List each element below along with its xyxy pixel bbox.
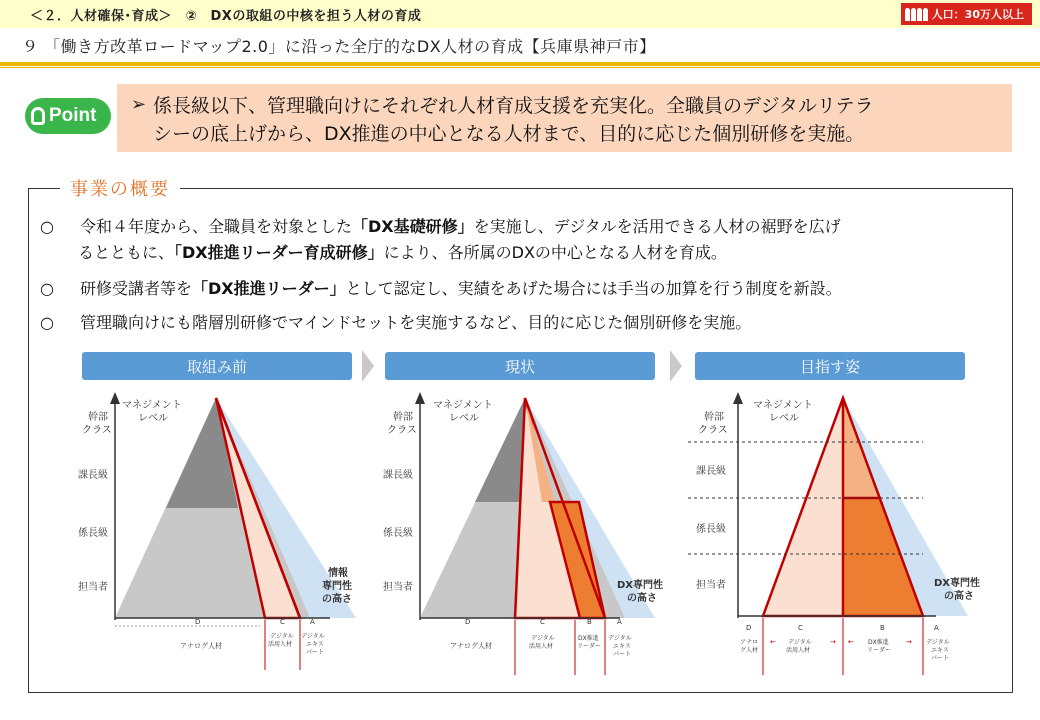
cat-analog: アナログ人材 <box>740 639 759 654</box>
page-title: ９ 「働き方改革ロードマップ2.0」に沿った全庁的なDX人材の育成【兵庫県神戸市】 <box>22 37 656 56</box>
stage-header-current: 現状 <box>385 352 655 380</box>
arrow-left-icon: ← <box>770 638 776 646</box>
point-line-1: 係長級以下、管理職向けにそれぞれ人材育成支援を充実化。全職員のデジタルリテラ <box>153 95 874 117</box>
cat-digital: デジタル活用人材 <box>268 633 294 648</box>
cat-leader: DX推進リーダー <box>577 635 602 650</box>
people-icon <box>905 8 928 21</box>
arrow-left-icon: ← <box>848 638 854 646</box>
cat-expert: デジタルエキスパート <box>608 635 632 658</box>
letter-a: A <box>310 618 315 626</box>
point-logo-text: Point <box>49 105 97 126</box>
ylabel-kacho: 課長級 <box>78 470 108 481</box>
stage-chevron-icon <box>362 350 374 382</box>
y-axis-arrow-icon <box>415 392 425 404</box>
ylabel-kacho: 課長級 <box>696 466 726 477</box>
ylabel-kanbu: 幹部クラス <box>82 412 112 436</box>
arrow-right-icon: → <box>830 638 836 646</box>
letter-b: B <box>880 624 885 632</box>
overview-heading: 事業の概要 <box>60 175 180 201</box>
lightbulb-icon <box>31 107 45 125</box>
bullet-1-text-d: るとともに、 <box>78 243 175 262</box>
population-badge <box>901 3 1032 25</box>
y-axis-arrow-icon <box>733 392 743 404</box>
ylabel-tanto: 担当者 <box>383 582 413 593</box>
letter-d: D <box>465 618 471 626</box>
bullet-1-text-a: 令和４年度から、全職員を対象とした <box>80 217 353 236</box>
cat-analog: アナログ人材 <box>450 642 492 650</box>
point-summary-box <box>117 84 1012 152</box>
letter-b: B <box>587 618 592 626</box>
title-divider-thin <box>0 67 1040 68</box>
bullet-mark: ○ <box>40 313 54 332</box>
bullet-2-text-a: 研修受講者等を <box>80 279 193 298</box>
pyramid-top-dark <box>475 398 525 502</box>
bullet-mark: ○ <box>40 217 54 236</box>
ylabel-tanto: 担当者 <box>78 582 108 593</box>
bullet-3-text: 管理職向けにも階層別研修でマインドセットを実施するなど、目的に応じた個別研修を実施。 <box>80 313 752 332</box>
bullet-1-line-1 <box>80 214 841 240</box>
bullet-2-text-c: として認定し、実績をあげた場合には手当の加算を行う制度を新設。 <box>345 279 842 298</box>
point-line-2: シーの底上げから、DX推進の中心となる人材まで、目的に応じた個別研修を実施。 <box>153 123 865 145</box>
cat-leader: DX推進リーダー <box>867 639 892 654</box>
ylabel-kakari: 係長級 <box>78 528 108 539</box>
arrow-right-icon: → <box>906 638 912 646</box>
y-axis-arrow-icon <box>110 392 120 404</box>
cat-digital: デジタル活用人材 <box>529 635 555 650</box>
letter-a: A <box>617 618 622 626</box>
cat-digital: デジタル活用人材 <box>786 639 812 654</box>
axis-label-info: 情報専門性の高さ <box>322 568 352 605</box>
bullet-1-text-f: により、各所属のDXの中心となる人材を育成。 <box>383 243 727 262</box>
ylabel-kanbu: 幹部クラス <box>387 412 417 436</box>
cat-expert: デジタルエキスパート <box>926 639 950 662</box>
ylabel-tanto: 担当者 <box>696 580 726 591</box>
peak-label: マネジメントレベル <box>753 400 813 424</box>
stage-header-goal: 目指す姿 <box>695 352 965 380</box>
cat-analog: アナログ人材 <box>180 642 222 650</box>
letter-c: C <box>798 624 803 632</box>
letter-d: D <box>746 624 752 632</box>
stage-chevron-icon <box>670 350 682 382</box>
bullet-mark: ○ <box>40 279 54 298</box>
letter-d: D <box>195 618 201 626</box>
pyramid-diagram-goal <box>678 390 988 680</box>
letter-a: A <box>934 624 939 632</box>
peak-label: マネジメントレベル <box>433 400 493 424</box>
bullet-2-emphasis-dx-leader: 「DX推進リーダー」 <box>192 279 346 298</box>
ylabel-kanbu: 幹部クラス <box>698 412 728 436</box>
pyramid-diagram-before <box>60 390 365 680</box>
stage-header-before: 取組み前 <box>82 352 352 380</box>
letter-c: C <box>540 618 545 626</box>
axis-label-dx: DX専門性の高さ <box>934 578 981 602</box>
letter-c: C <box>280 618 285 626</box>
bullet-1-emphasis-basic-training: 「DX基礎研修」 <box>352 217 474 236</box>
bullet-1-line-2 <box>78 240 727 266</box>
bullet-1-text-c: を実施し、デジタルを活用できる人材の裾野を広げ <box>473 217 841 236</box>
population-badge-text: 人口：30万人以上 <box>931 8 1024 21</box>
point-logo <box>25 98 111 134</box>
axis-label-dx: DX専門性の高さ <box>617 580 664 604</box>
ylabel-kakari: 係長級 <box>696 524 726 535</box>
title-divider <box>0 62 1040 66</box>
pyramid-diagram-current <box>365 390 675 680</box>
ylabel-kacho: 課長級 <box>383 470 413 481</box>
breadcrumb: ＜２．人材確保･育成＞ ② DXの取組の中核を担う人材の育成 <box>30 9 422 24</box>
arrow-bullet-icon: ➢ <box>131 94 147 115</box>
peak-label: マネジメントレベル <box>122 400 182 424</box>
cat-expert: デジタルエキスパート <box>301 633 325 656</box>
ylabel-kakari: 係長級 <box>383 528 413 539</box>
bullet-1-emphasis-leader-training: 「DX推進リーダー育成研修」 <box>174 243 384 262</box>
bullet-2-line <box>80 276 842 302</box>
